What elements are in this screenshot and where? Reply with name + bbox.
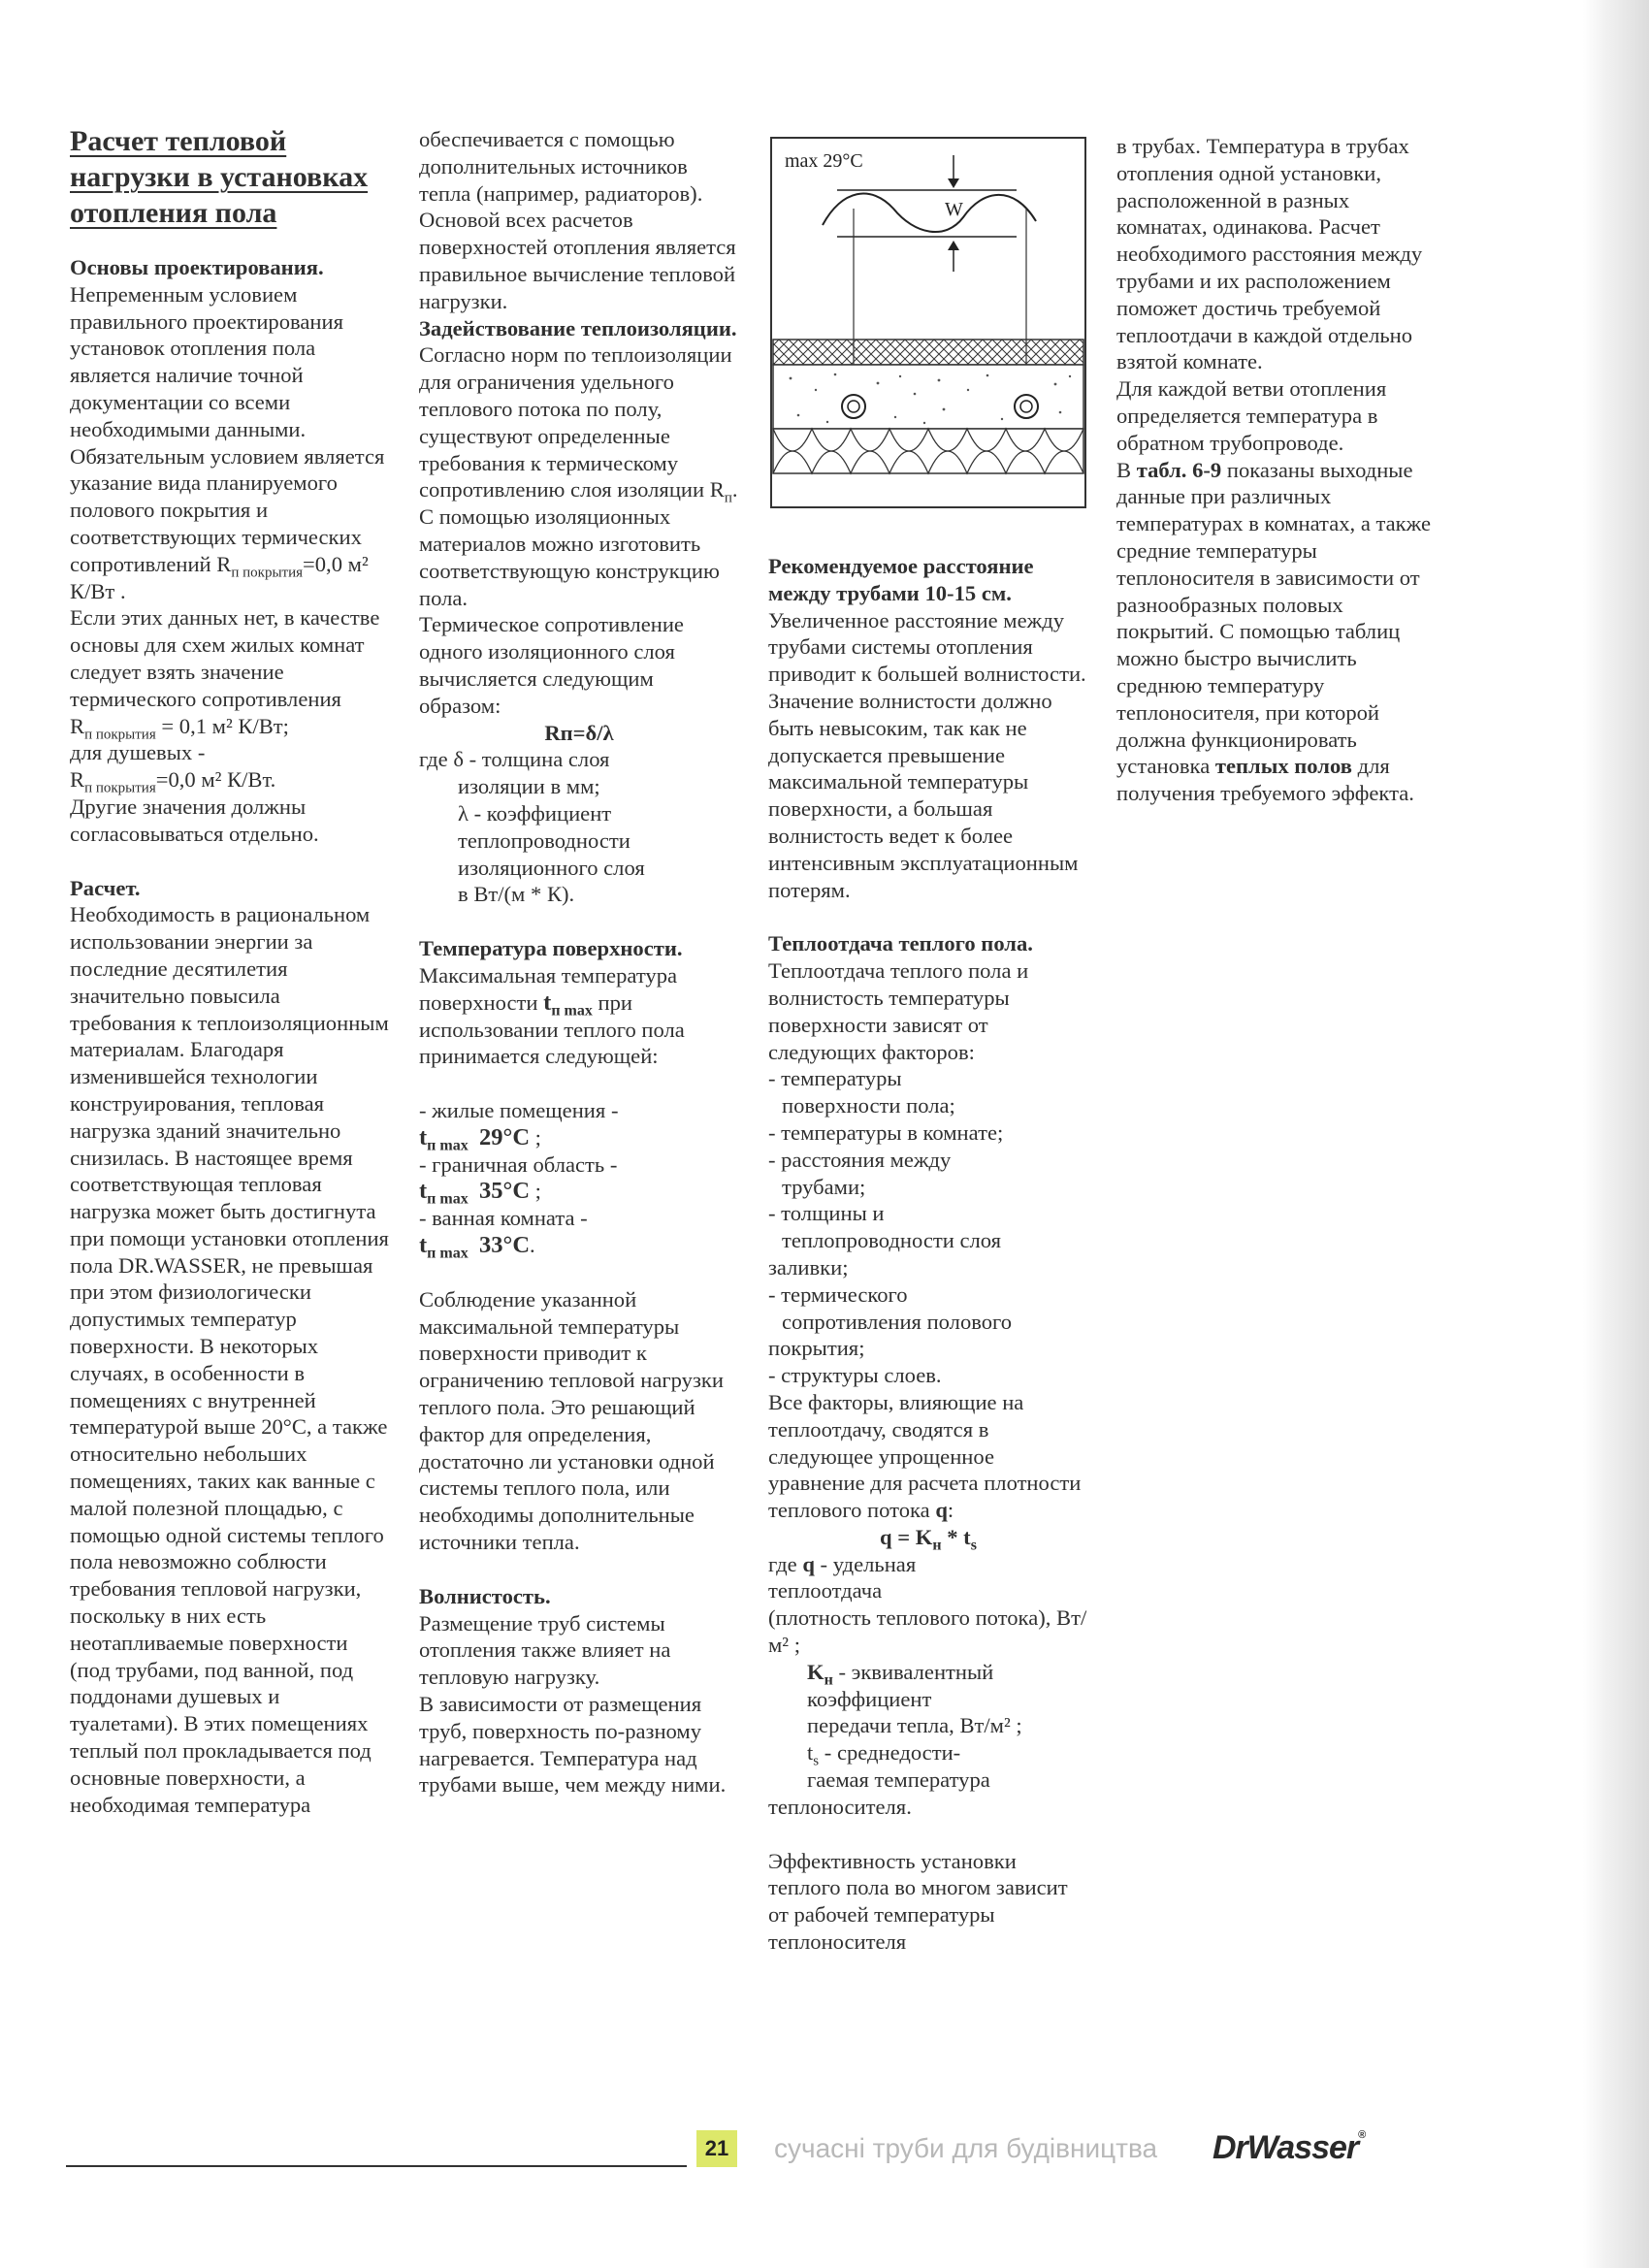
factor-4-cont: теплопроводности слоя (782, 1228, 1002, 1253)
waviness-text-2: В зависимости от размещения труб, поверхность по-разному нагревается. Температура над трубами выше, чем между ними. (419, 1692, 727, 1798)
page-edge-shadow (1583, 0, 1649, 2268)
where-lambda: λ - коэффициент (458, 800, 612, 826)
where-k: $K_н$ - эквивалентный (807, 1659, 994, 1689)
resistance-value-3: $R_{п покрытия}=0,0$ м² К/Вт. (70, 767, 276, 796)
factors-text: Все факторы, влияющие на теплоотдачу, сводятся в следующее упрощенное уравнение для расчета плотности теплового потока q: (768, 1389, 1082, 1523)
col4-text-3: В табл. 6-9 показаны выходные данные при различных температурах в комнатах, а также средние температуры теплоносителя в зависимости от разнообразных половых покрытий. С помощью таблиц можно быстро вычислить среднюю температуру теплоносителя, при которой должна функционировать установка теплых полов для получения требуемого эффекта. (1116, 457, 1431, 806)
where-ts-2: гаемая температура (807, 1767, 990, 1793)
where-ts: $t_s$ - среднедости- (807, 1740, 961, 1769)
where-lambda-2: теплопроводности изоляционного слоя (458, 827, 645, 880)
basis-text: Основой всех расчетов поверхностей отопления является правильное вычисление тепловой нагрузки. (419, 208, 736, 313)
surface-temp-text: Максимальная температура поверхности $t_{п max}$ при использовании теплого пола принимается следующей: (419, 962, 685, 1069)
where-k-2: коэффициент (807, 1686, 932, 1711)
factor-5-cont-2: покрытия; (768, 1336, 865, 1361)
design-text-2: Если этих данных нет, в качестве основы для схем жилых комнат следует взять значение термического сопротивления (70, 605, 380, 711)
screed-layer (773, 365, 1083, 429)
where-ts-3: теплоносителя. (768, 1794, 912, 1819)
floor-heating-cross-section-diagram (769, 136, 1089, 511)
where-delta: где δ - толщина слоя (419, 747, 610, 772)
where-lambda-3: в Вт/(м * К). (458, 882, 575, 907)
pipe-distance-text: Увеличенное расстояние между трубами системы отопления приводит к большей волнистости. (768, 607, 1086, 687)
column-4 (1116, 133, 1437, 807)
drwasser-logo: DrWasser® (1212, 2129, 1366, 2166)
floor-covering-layer (773, 340, 1083, 365)
factor-5-cont: сопротивления полового (782, 1309, 1013, 1334)
temp-value-living: $t_{п max}$ 29°С ; (419, 1123, 541, 1154)
heading-pipe-distance: Рекомендуемое расстояние между трубами 10-15 см. (768, 554, 1034, 605)
max-temperature-label: max 29°С (785, 150, 863, 172)
temp-value-bathroom: $t_{п max}$ 33°С. (419, 1232, 535, 1262)
where-q: где q - удельная (768, 1551, 917, 1576)
footer-rule (66, 2165, 687, 2167)
column-1 (70, 123, 390, 1818)
waviness-text: Размещение труб системы отопления также влияет на тепловую нагрузку. (419, 1610, 671, 1690)
heading-heat-output: Теплоотдача теплого пола. (768, 931, 1033, 956)
heading-insulation: Задействование теплоизоляции. (419, 315, 737, 340)
col4-text-1: в трубах. Температура в трубах отопления одной установки, расположенной в разных комнатах, одинакова. Расчет необходимого расстояния между трубами и их расположением поможет достичь требуемой теплоотдачи в каждой отдельно взятой комнате. (1116, 134, 1423, 374)
temp-item-border: - граничная область - (419, 1151, 618, 1177)
heat-output-text: Теплоотдача теплого пола и волнистость температуры поверхности зависят от следующих факторов: (768, 958, 1029, 1064)
temp-value-border: $t_{п max}$ 35°С ; (419, 1178, 541, 1208)
heating-pipe-right (1015, 395, 1038, 418)
compliance-text: Соблюдение указанной максимальной температуры поверхности приводит к ограничению тепловой нагрузки теплого пола. Это решающий фактор для определения, достаточно ли установки одной системы теплого пола, или необходимы дополнительные источники тепла. (419, 1286, 724, 1555)
design-text: Непременным условием правильного проектирования установок отопления пола является наличие точной документации со всеми необходимыми данными. Обязательным условием является указание вида планируемого полового покрытия и соответствующих термических сопротивлений $R_{п покрытия}=0,0$ м² К/Вт . (70, 281, 385, 603)
design-text-4: Другие значения должны согласовываться отдельно. (70, 794, 319, 846)
heading-surface-temperature: Температура поверхности. (419, 936, 683, 961)
where-delta-2: изоляции в мм; (458, 774, 600, 799)
design-text-3: для душевых - (70, 740, 206, 765)
factor-3: - расстояния между (768, 1147, 952, 1172)
factor-1-cont: поверхности пола; (782, 1093, 955, 1118)
factor-4-cont-2: заливки; (768, 1254, 849, 1280)
insulation-text: Согласно норм по теплоизоляции для ограничения удельного теплового потока по полу, существуют определенные требования к термическому сопротивлению слоя изоляции $R_п$. (419, 342, 738, 506)
page-title: Расчет тепловой нагрузки в установках отопления пола (70, 125, 369, 229)
factor-4: - толщины и (768, 1201, 885, 1226)
insulation-layer (773, 429, 1083, 473)
heat-flux-formula: $q = K_н * t_s$ (880, 1524, 977, 1554)
factor-3-cont: трубами; (782, 1174, 866, 1199)
insulation-text-3: Термическое сопротивление одного изоляционного слоя вычисляется следующим образом: (419, 612, 684, 718)
factor-6: - структуры слоев. (768, 1363, 942, 1388)
waviness-label: W (945, 199, 963, 220)
pipe-distance-text-2: Значение волнистости должно быть невысоким, так как не допускается превышение максимальной температуры поверхности, а большая волнистость ведет к более интенсивным эксплуатационным потерям. (768, 688, 1079, 902)
resistance-value-2: $R_{п покрытия} = 0,1$ м² К/Вт; (70, 713, 289, 743)
temp-item-living: - жилые помещения - (419, 1098, 619, 1123)
temp-item-bathroom: - ванная комната - (419, 1206, 588, 1231)
footer-tagline: сучасні труби для будівництва (774, 2133, 1158, 2163)
where-k-3: передачи тепла, Вт/м² ; (807, 1713, 1022, 1738)
heading-waviness: Волнистость. (419, 1583, 551, 1608)
resistance-formula: Rп=δ/λ (544, 720, 614, 745)
continued-text: обеспечивается с помощью дополнительных источников тепла (например, радиаторов). (419, 127, 703, 206)
factor-5: - термического (768, 1281, 908, 1307)
col4-text-2: Для каждой ветви отопления определяется температура в обратном трубопроводе. (1116, 376, 1387, 455)
factor-1: - температуры (768, 1066, 902, 1091)
column-3 (768, 553, 1088, 1956)
heading-calculation: Расчет. (70, 875, 141, 900)
insulation-text-2: С помощью изоляционных материалов можно изготовить соответствующую конструкцию пола. (419, 504, 720, 610)
where-q-3: (плотность теплового потока), Вт/м² ; (768, 1605, 1087, 1658)
calculation-text: Необходимость в рациональном использовании энергии за последние десятилетия значительно повысила требования к теплоизоляционным материалам. Благодаря изменившейся технологии конструирования, тепловая нагрузка зданий значительно снизилась. В настоящее время соответствующая тепловая нагрузка может быть достигнута при помощи установки отопления пола DR.WASSER, не превышая при этом физиологически допустимых температур поверхности. В некоторых случаях, в особенности в помещениях с внутренней температурой выше 20°С, а также относительно небольших помещениях, таких как ванные с малой полезной площадью, с помощью одной системы теплого пола невозможно соблюсти требования тепловой нагрузки, поскольку в них есть неотапливаемые поверхности (под трубами, под ванной, под поддонами душевых и туалетами). В этих помещениях теплый пол прокладывается под основные поверхности, а необходимая температура (70, 902, 389, 1817)
heating-pipe-left (842, 395, 865, 418)
heading-design-basics: Основы проектирования. (70, 255, 324, 279)
where-q-2: теплоотдача (768, 1578, 883, 1604)
column-2 (419, 126, 739, 1798)
page-number: 21 (696, 2130, 737, 2167)
efficiency-text: Эффективность установки теплого пола во многом зависит от рабочей температуры теплоносителя (768, 1848, 1068, 1955)
factor-2: - температуры в комнате; (768, 1119, 1004, 1145)
